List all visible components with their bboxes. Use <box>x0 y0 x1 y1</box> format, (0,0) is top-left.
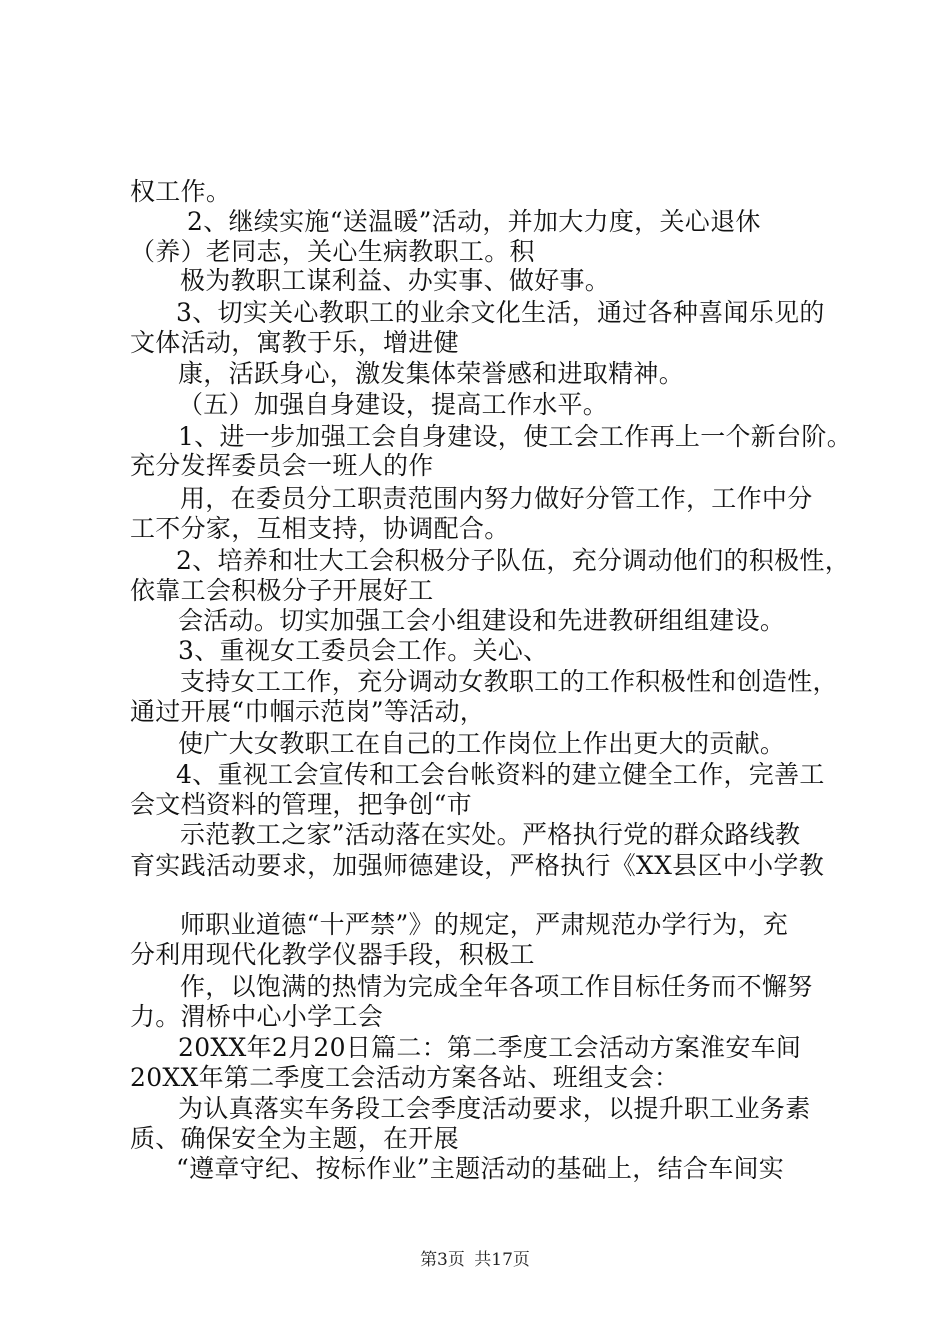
text-line: 极为教职工谋利益、办实事、做好事。 <box>180 266 611 295</box>
text-line: 2、继续实施“送温暖”活动，并加大力度，关心退休 <box>187 207 761 236</box>
text-line: 分利用现代化教学仪器手段，积极工 <box>130 940 535 969</box>
page-total: 共17页 <box>474 1250 530 1270</box>
text-line: 文体活动，寓教于乐，增进健 <box>130 328 459 357</box>
text-line: 20XX年2月20日篇二：第二季度工会活动方案淮安车间 <box>178 1033 802 1062</box>
text-line: 为认真落实车务段工会季度活动要求，以提升职工业务素 <box>178 1094 811 1123</box>
text-line: 示范教工之家”活动落在实处。严格执行党的群众路线教 <box>180 820 801 849</box>
page-footer <box>0 1245 950 1270</box>
text-line: 2、培养和壮大工会积极分子队伍，充分调动他们的积极性， <box>176 546 851 575</box>
text-line: 支持女工工作，充分调动女教职工的工作积极性和创造性， <box>180 667 838 696</box>
section-heading: （五）加强自身建设，提高工作水平。 <box>178 390 609 419</box>
text-line: 充分发挥委员会一班人的作 <box>130 451 434 480</box>
text-line: 力。渭桥中心小学工会 <box>130 1002 384 1031</box>
text-line: 师职业道德“十严禁”》的规定，严肃规范办学行为，充 <box>180 910 789 939</box>
text-line: 康，活跃身心，激发集体荣誉感和进取精神。 <box>178 359 685 388</box>
text-line: 使广大女教职工在自己的工作岗位上作出更大的贡献。 <box>178 729 786 758</box>
text-line: 3、切实关心教职工的业余文化生活，通过各种喜闻乐见的 <box>176 298 825 327</box>
text-line: 会文档资料的管理，把争创“市 <box>130 790 472 819</box>
text-line: 1、进一步加强工会自身建设，使工会工作再上一个新台阶。 <box>178 422 853 451</box>
text-line: 依靠工会积极分子开展好工 <box>130 576 434 605</box>
text-line: 会活动。切实加强工会小组建设和先进教研组组建设。 <box>178 606 786 635</box>
text-line: 工不分家，互相支持，协调配合。 <box>130 514 510 543</box>
text-line: 3、重视女工委员会工作。关心、 <box>178 636 549 665</box>
text-line: 质、确保安全为主题，在开展 <box>130 1124 459 1153</box>
text-line: 权工作。 <box>130 177 232 206</box>
text-line: 用，在委员分工职责范围内努力做好分管工作，工作中分 <box>180 484 813 513</box>
text-line: 作，以饱满的热情为完成全年各项工作目标任务而不懈努 <box>180 972 813 1001</box>
text-line: “遵章守纪、按标作业”主题活动的基础上，结合车间实 <box>176 1154 785 1183</box>
page-number: 第3页 <box>420 1250 465 1270</box>
text-line: 通过开展“巾帼示范岗”等活动， <box>130 697 486 726</box>
text-line: 20XX年第二季度工会活动方案各站、班组支会： <box>130 1063 680 1092</box>
text-line: 4、重视工会宣传和工会台帐资料的建立健全工作，完善工 <box>176 760 825 789</box>
text-line: （养）老同志，关心生病教职工。积 <box>130 237 535 266</box>
text-line: 育实践活动要求，加强师德建设，严格执行《XX县区中小学教 <box>130 851 824 880</box>
